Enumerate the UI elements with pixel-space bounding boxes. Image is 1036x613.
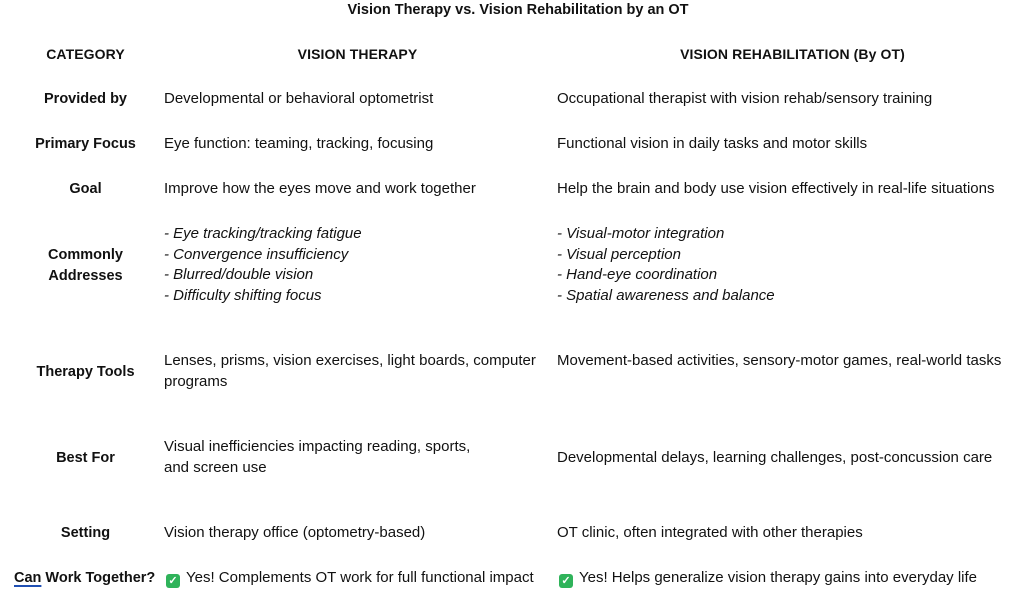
- list-item: - Convergence insufficiency: [164, 245, 349, 263]
- row-category: Setting: [60, 525, 111, 541]
- list-item: - Hand-eye coordination: [557, 266, 718, 283]
- vision-therapy-cell: Vision therapy office (optometry-based): [164, 524, 426, 541]
- list-item: - Visual perception: [557, 245, 681, 263]
- vision-therapy-cell: Improve how the eyes move and work together: [164, 180, 476, 197]
- row-category-work-together: [14, 568, 155, 589]
- vision-therapy-cell: [164, 351, 549, 392]
- row-category: Primary Focus: [35, 136, 136, 152]
- vision-rehab-cell: Developmental delays, learning challenges, post-concussion care: [557, 449, 993, 466]
- vision-therapy-cell: Eye function: teaming, tracking, focusing: [164, 135, 434, 152]
- vision-rehab-cell: Functional vision in daily tasks and motor skills: [557, 135, 868, 152]
- work-together-label-rest: Work Together?: [41, 570, 156, 586]
- list-item: - Spatial awareness and balance: [557, 286, 775, 304]
- vision-therapy-cell: Developmental or behavioral optometrist: [164, 90, 434, 107]
- can-underlined-word: Can: [14, 570, 42, 586]
- column-header-vision-rehab: VISION REHABILITATION (By OT): [680, 46, 905, 62]
- cell-line: programs: [164, 372, 228, 390]
- cell-line: and screen use: [164, 458, 267, 476]
- row-category: Therapy Tools: [36, 364, 135, 380]
- list-item: - Eye tracking/tracking fatigue: [164, 225, 362, 242]
- column-header-vision-therapy: VISION THERAPY: [297, 46, 418, 62]
- page-title: Vision Therapy vs. Vision Rehabilitation by an OT: [347, 2, 689, 18]
- vision-rehab-cell: Movement-based activities, sensory-motor games, real-world tasks: [557, 352, 1002, 369]
- vision-rehab-cell: Occupational therapist with vision rehab/sensory training: [557, 90, 933, 107]
- vision-therapy-cell: [164, 224, 549, 306]
- cell-text: Yes! Complements OT work for full functional impact: [186, 569, 534, 586]
- row-category-line: Commonly: [48, 247, 123, 263]
- vision-rehab-cell: [557, 224, 1032, 306]
- check-mark-icon: ✓: [559, 574, 573, 588]
- list-item: - Difficulty shifting focus: [164, 286, 322, 304]
- check-mark-icon: ✓: [166, 574, 180, 588]
- row-category: [0, 245, 171, 286]
- vision-rehab-cell: OT clinic, often integrated with other therapies: [557, 524, 863, 541]
- row-category: Goal: [69, 181, 102, 197]
- row-category: Best For: [56, 450, 115, 466]
- vision-rehab-cell: [559, 568, 977, 589]
- row-category-line: Addresses: [48, 267, 123, 284]
- vision-therapy-cell: [164, 437, 549, 478]
- vision-therapy-cell: [166, 568, 534, 589]
- cell-line: Visual inefficiencies impacting reading, sports,: [164, 438, 471, 455]
- cell-text: Yes! Helps generalize vision therapy gains into everyday life: [579, 569, 978, 586]
- list-item: - Visual-motor integration: [557, 225, 725, 242]
- column-header-category: CATEGORY: [46, 46, 125, 62]
- cell-line: Lenses, prisms, vision exercises, light boards, computer: [164, 352, 536, 369]
- list-item: - Blurred/double vision: [164, 266, 314, 283]
- row-category: Provided by: [44, 91, 127, 107]
- vision-rehab-cell: Help the brain and body use vision effectively in real-life situations: [557, 180, 995, 197]
